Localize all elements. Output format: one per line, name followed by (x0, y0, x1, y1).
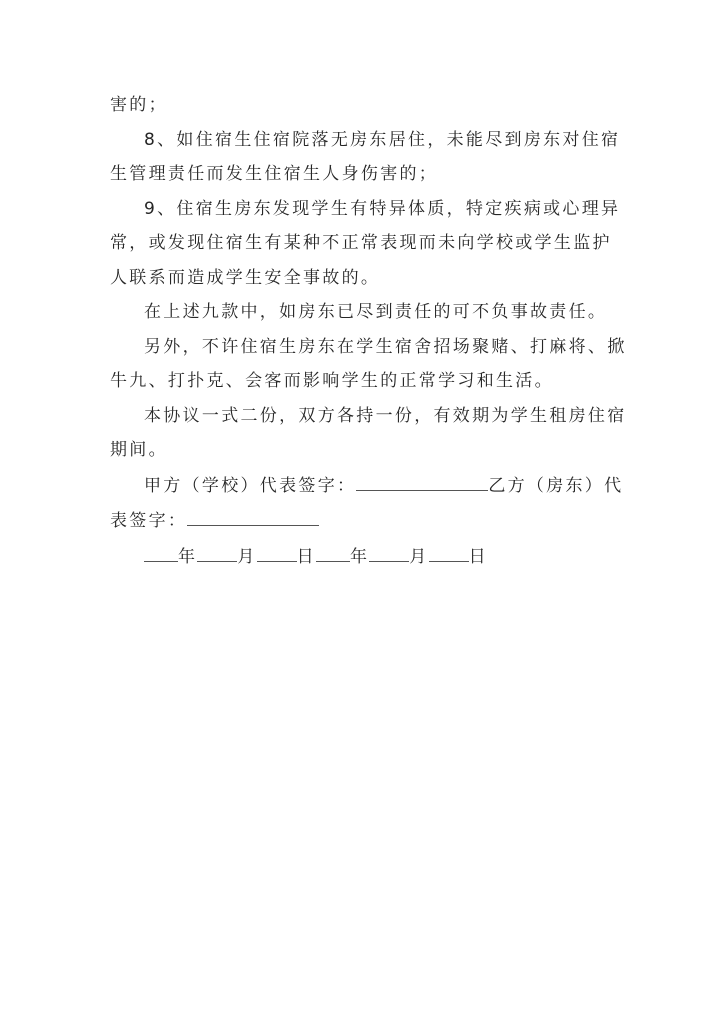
clause-8: 8、如住宿生住宿院落无房东居住，未能尽到房东对住宿生管理责任而发生住宿生人身伤害的； (110, 129, 621, 184)
year-label-b: 年 (349, 546, 370, 567)
prohibition-note: 另外，不许住宿生房东在学生宿舍招场聚赌、打麻将、掀牛九、打扑克、会客而影响学生的正常学习和生活。 (110, 336, 627, 391)
copies-note: 本协议一式二份，双方各持一份，有效期为学生租房住宿期间。 (110, 405, 627, 460)
month-blank-b (369, 539, 409, 562)
clause-9: 9、住宿生房东发现学生有特异体质，特定疾病或心理异常，或发现住宿生有某种不正常表现而未向学校或学生监护人联系而造成学生安全事故的。 (110, 198, 621, 288)
signature-block (110, 468, 630, 539)
paragraph-continuation: 害的； (110, 95, 168, 115)
year-blank-b (316, 539, 350, 562)
date-line (110, 539, 630, 575)
month-blank-a (197, 539, 237, 562)
day-blank-a (257, 539, 297, 562)
day-label-b: 日 (468, 546, 488, 567)
party-b-signature-label: 乙方（房东）代表签字： (110, 475, 624, 531)
document-body (110, 88, 630, 574)
year-label-a: 年 (178, 546, 198, 567)
year-blank-a (144, 539, 178, 562)
party-a-signature-line (356, 468, 488, 491)
month-label-b: 月 (409, 546, 429, 567)
party-a-signature-label: 甲方（学校）代表签字： (144, 475, 357, 496)
day-label-a: 日 (296, 546, 316, 567)
day-blank-b (429, 539, 469, 562)
month-label-a: 月 (237, 546, 257, 567)
party-b-signature-line (187, 503, 319, 526)
liability-note: 在上述九款中，如房东已尽到责任的可不负事故责任。 (144, 302, 608, 322)
